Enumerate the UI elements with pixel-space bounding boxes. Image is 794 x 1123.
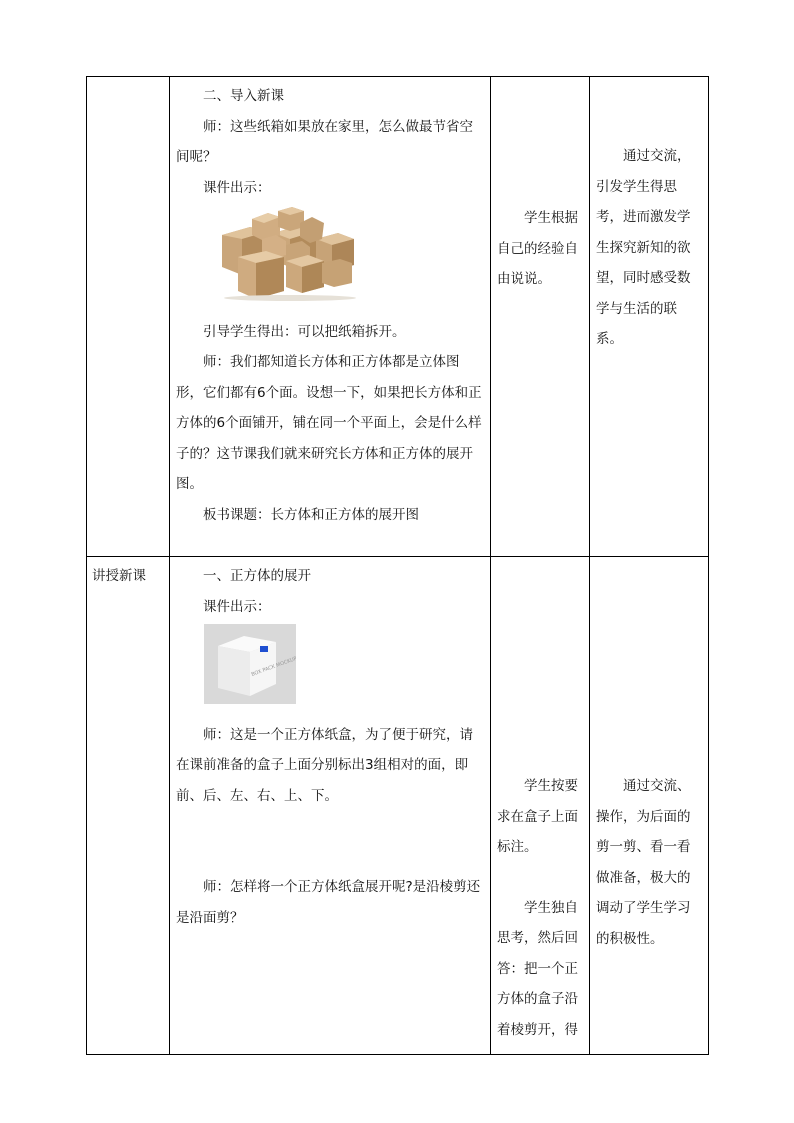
cardboard-boxes-image <box>176 205 484 313</box>
student-activity-text: 学生按要求在盒子上面标注。 <box>497 778 578 855</box>
cube-box-illustration <box>204 624 296 704</box>
student-activity-cell <box>491 557 590 1055</box>
stage-label <box>87 77 169 81</box>
design-purpose-cell <box>590 77 709 557</box>
cube-box-image <box>176 624 484 716</box>
lesson-plan-table <box>86 76 709 1055</box>
stage-cell <box>87 77 170 557</box>
paragraph: 引导学生得出：可以把纸箱拆开。 <box>203 323 406 340</box>
teaching-process-cell <box>170 77 491 557</box>
section-heading: 一、正方体的展开 <box>203 568 311 584</box>
design-purpose-text: 通过交流，引发学生得思考，进而激发学生探究新知的欲望，同时感受数学与生活的联系。 <box>596 148 691 347</box>
cube-print-text: BOX PACK MOCKUP <box>250 655 296 678</box>
stage-label: 讲授新课 <box>92 568 146 584</box>
section-heading: 二、导入新课 <box>203 88 284 104</box>
paragraph: 师：怎样将一个正方体纸盒展开呢?是沿棱剪还是沿面剪？ <box>176 879 481 926</box>
table-row <box>87 77 709 557</box>
design-purpose-text: 通过交流、操作，为后面的剪一剪、看一看做准备，极大的调动了学生学习的积极性。 <box>596 778 691 947</box>
paragraph: 师：这些纸箱如果放在家里，怎么做最节省空间呢？ <box>176 118 473 165</box>
student-activity-cell <box>491 77 590 557</box>
board-title: 板书课题：长方体和正方体的展开图 <box>203 506 419 523</box>
paragraph: 课件出示： <box>203 598 271 615</box>
table-row <box>87 557 709 1055</box>
student-activity-text: 学生根据自己的经验自由说说。 <box>497 210 578 287</box>
stage-cell <box>87 557 170 1055</box>
student-activity-text: 学生独自思考，然后回答：把一个正方体的盒子沿着棱剪开，得 <box>497 899 578 1038</box>
design-purpose-cell <box>590 557 709 1055</box>
paragraph: 师：这是一个正方体纸盒，为了便于研究，请在课前准备的盒子上面分别标出3组相对的面，即前、后、左、右、上、下。 <box>176 726 473 804</box>
cardboard-boxes-illustration <box>212 205 362 301</box>
paragraph: 课件出示： <box>203 179 271 196</box>
paragraph: 师：我们都知道长方体和正方体都是立体图形，它们都有6个面。设想一下，如果把长方体和正方体的6个面铺开，铺在同一个平面上，会是什么样子的？这节课我们就来研究长方体和正方体的展开图。 <box>176 354 482 492</box>
teaching-process-cell <box>170 557 491 1055</box>
